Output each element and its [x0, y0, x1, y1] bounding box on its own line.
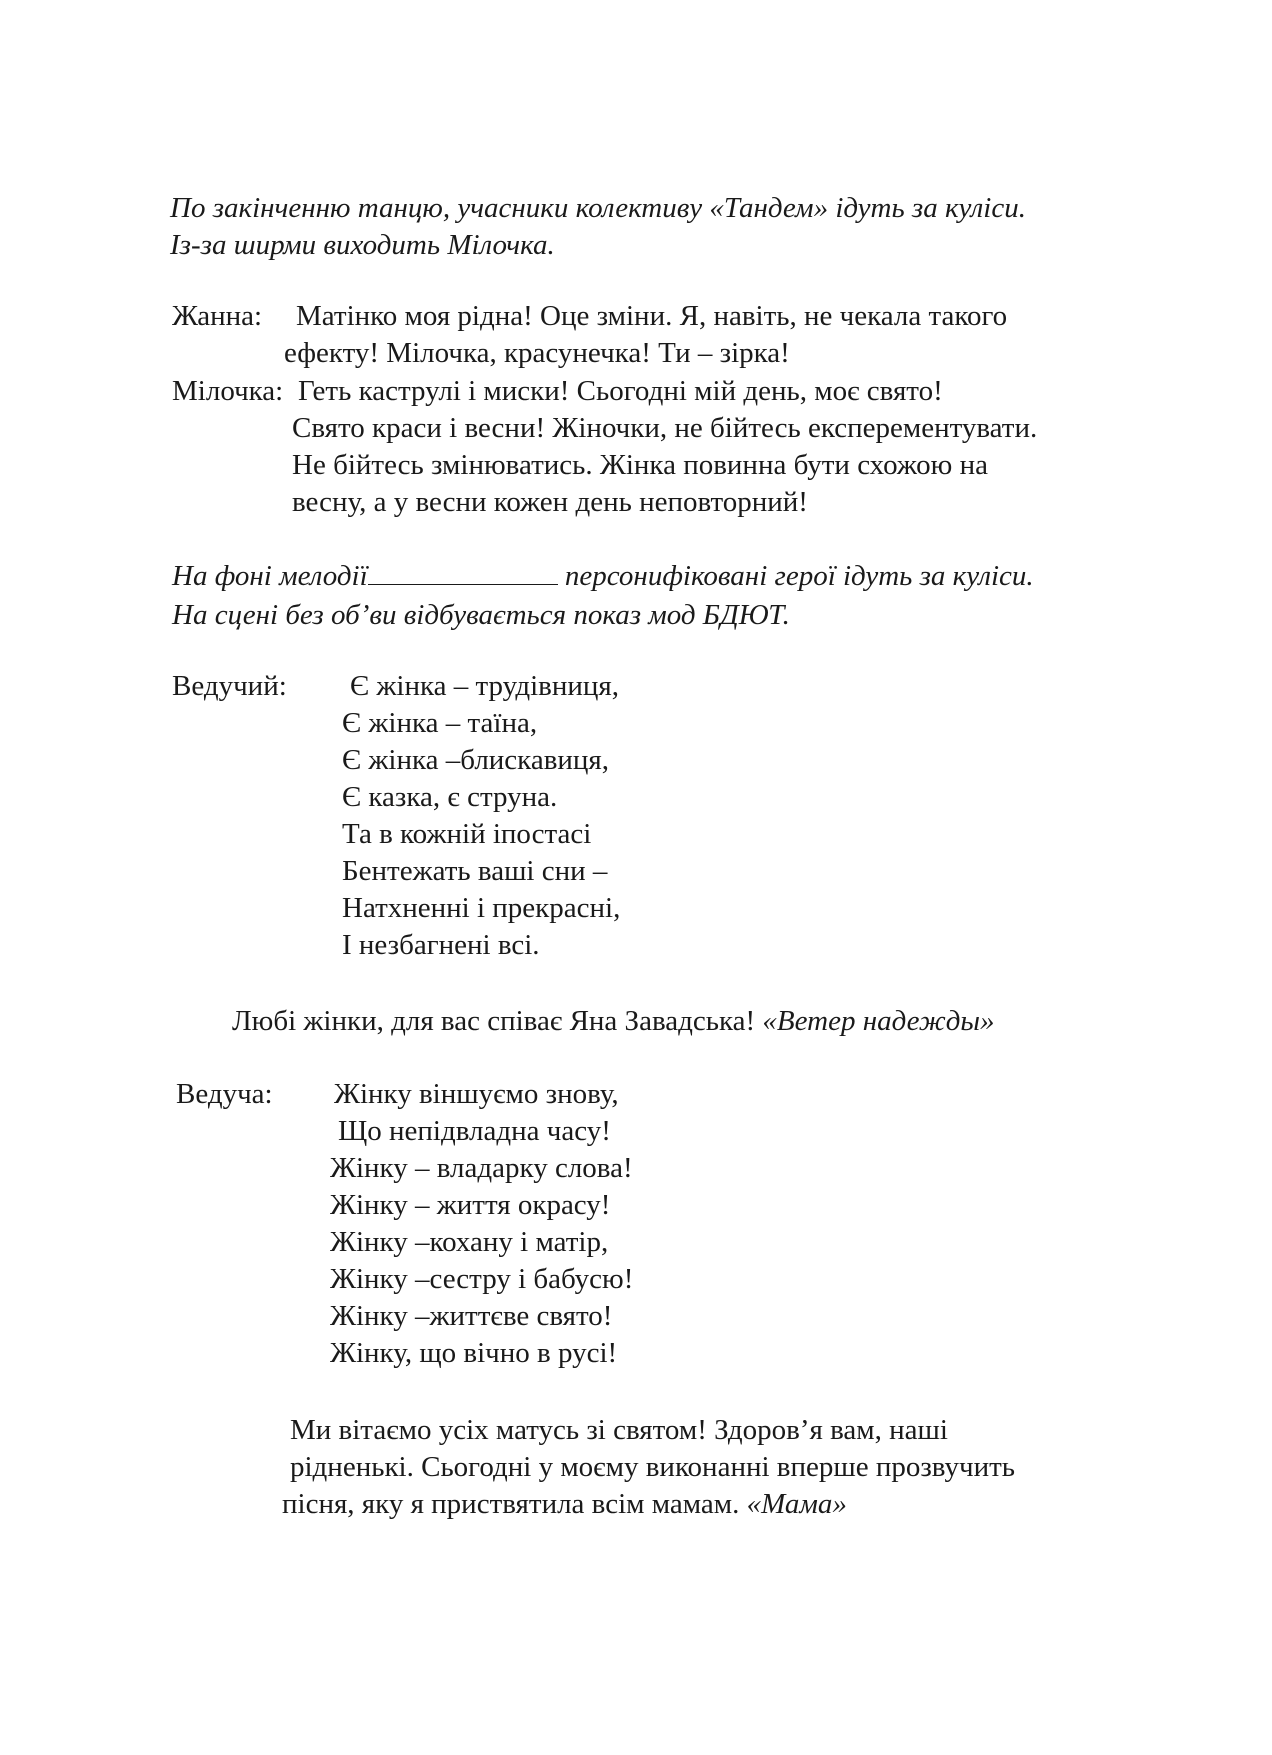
stage-direction-1-line-2: Із-за ширми виходить Мілочка. [170, 229, 555, 261]
milochka-line-2: Свято краси і весни! Жіночки, не бійтесь експерементувати. [292, 412, 1038, 444]
veducha-verse-line: Жінку –життєве свято! [330, 1300, 613, 1332]
milochka-line-3: Не бійтесь змінюватись. Жінка повинна бути схожою на [292, 449, 988, 481]
milochka-line-1: Геть каструлі і миски! Сьогодні мій день, моє свято! [298, 375, 943, 407]
veduchyi-verse-line: Є жінка – таїна, [342, 707, 538, 739]
zhanna-line-1: Матінко моя рідна! Оце зміни. Я, навіть, не чекала такого [296, 300, 1008, 332]
stage-direction-2-start: На фоні мелодії [172, 560, 368, 592]
closing-line-3 [282, 1486, 847, 1522]
speaker-veducha: Ведуча: [176, 1078, 273, 1110]
stage-direction-1-line-1: По закінченню танцю, учасники колективу «Тандем» ідуть за куліси. [170, 192, 1026, 224]
veducha-verse-line: Жінку –сестру і бабусю! [330, 1263, 634, 1295]
milochka-line-4: весну, а у весни кожен день неповторний! [292, 486, 808, 518]
closing-line-2: рідненькі. Сьогодні у моєму виконанні вперше прозвучить [290, 1451, 1016, 1483]
speaker-zhanna: Жанна: [172, 300, 263, 332]
veducha-verse-line: Жінку віншуємо знову, [334, 1078, 619, 1110]
veduchyi-verse-line: І незбагнені всі. [342, 929, 540, 961]
stage-direction-2-line-1 [172, 558, 1034, 594]
veduchyi-verse-line: Та в кожній іпостасі [342, 818, 592, 850]
veduchyi-verse-line: Є жінка – трудівниця, [350, 670, 620, 702]
veduchyi-verse-line: Бентежать ваші сни – [342, 855, 608, 887]
zhanna-line-2: ефекту! Мілочка, красунечка! Ти – зірка! [284, 337, 790, 369]
veduchyi-verse-line: Натхненні і прекрасні, [342, 892, 621, 924]
announcement-1-text: Любі жінки, для вас співає Яна Завадська! [232, 1005, 756, 1037]
blank-line [368, 562, 558, 585]
veducha-verse-line: Жінку –кохану і матір, [330, 1226, 609, 1258]
speaker-veduchyi: Ведучий: [172, 670, 287, 702]
closing-line-3-text: пісня, яку я приствятила всім мамам. [282, 1488, 740, 1520]
stage-direction-2-line-2: На сцені без об’ви відбувається показ мод БДЮТ. [172, 599, 790, 631]
veducha-verse-line: Жінку – владарку слова! [330, 1152, 633, 1184]
closing-line-1: Ми вітаємо усіх матусь зі святом! Здоров’я вам, наші [290, 1414, 948, 1446]
song-title-veter-nadezhdy: «Ветер надежды» [762, 1005, 995, 1037]
veducha-verse-line: Що непідвладна часу! [338, 1115, 611, 1147]
stage-direction-2-end: персонифіковані герої ідуть за куліси. [564, 560, 1034, 592]
veducha-verse-line: Жінку, що вічно в русі! [330, 1337, 618, 1369]
veducha-verse-line: Жінку – життя окрасу! [330, 1189, 611, 1221]
veduchyi-verse-line: Є жінка –блискавиця, [342, 744, 610, 776]
veduchyi-verse-line: Є казка, є струна. [342, 781, 558, 813]
speaker-milochka: Мілочка: [172, 375, 284, 407]
song-title-mama: «Мама» [746, 1488, 847, 1520]
announcement-1 [232, 1003, 995, 1039]
